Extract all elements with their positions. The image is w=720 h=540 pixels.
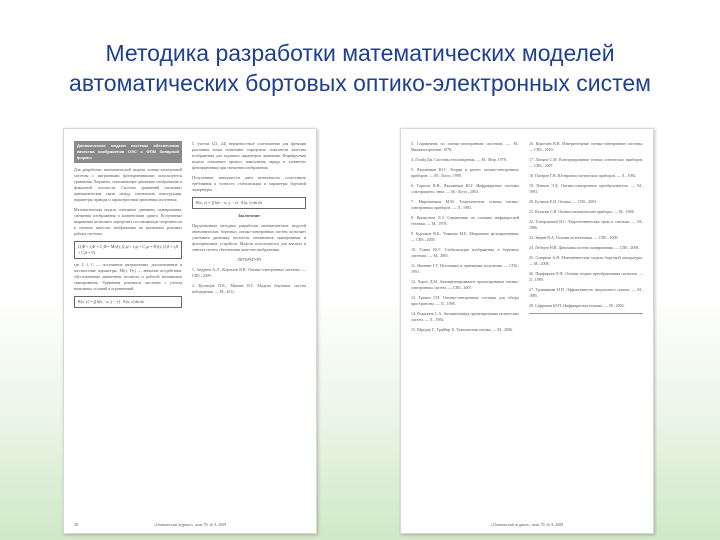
reference-item: 1. Андреев А.Л., Коротаев В.В. Оптико-электронные системы. — СПб., 2009.: [192, 267, 306, 278]
left-page-number: 28: [74, 522, 78, 527]
slide-title: [40, 38, 680, 98]
conclusion-text: Предложенная методика разработки математических моделей автоматических бортовых оптико-электронных систем позволяет учитывать динамику носителя, механизмов сканирования и фотоприемных устройств. Модели используются для анализа и синтеза систем обеспечения качества изображения.: [192, 223, 306, 252]
reference-item: 8. Криксунов Л.З. Справочник по основам инфракрасной техники. — М., 1978.: [411, 215, 519, 226]
reference-item: 10. Гужва Ю.Г. Стабилизация изображения в бортовых системах. — М., 2001.: [411, 247, 519, 258]
article-page-right: [400, 128, 654, 534]
conclusion-title: Заключение: [238, 213, 260, 218]
reference-item: 14. Родионов С.А. Автоматизация проектирования оптических систем. — Л., 1982.: [411, 311, 519, 322]
reference-item: 9. Бурлаков В.Б., Ушакова М.Б. Матричные фотоприемники. — СПб., 2005.: [411, 231, 519, 242]
reference-item: 18. Погарев Г.В. Юстировка оптических приборов. — Л., 1982.: [529, 173, 637, 178]
right-col1-references: [411, 141, 519, 333]
paragraph: Для разработки математической модели оптико-электронной системы с матричными фотоприемниками используются уравнения Лагранжа, описывающие движение изображения в фокальной плоскости. Система уравнений учитывает кинематические связи между элементами конструкции, параметры привода и характеристики приемника излучения.: [74, 167, 182, 202]
equation-block-3: R(x, y) = ∫∫ h(x − u, y − v) · E(u, v) du dv: [192, 197, 306, 209]
right-page-journal: «Оптический журнал», том 79, № 5, 2009: [490, 522, 564, 527]
left-page-journal: «Оптический журнал», том 79, № 5, 2009: [153, 522, 227, 527]
section-heading: Динамические модели системы обеспечения качества изображения ОЭС с ФПМ бинарной формы: [74, 141, 182, 163]
slide-title-line-1: Методика разработки математических моделей: [105, 40, 615, 66]
references-title: ЛИТЕРАТУРА: [236, 257, 262, 262]
reference-item: 24. Лебедев Н.В. Динамика систем сканирования. — СПб., 2008.: [529, 245, 640, 250]
reference-item: 15. Шредер Г., Трайбер Х. Техническая оптика. — М., 2006.: [411, 327, 513, 332]
reference-item: 4. Ллойд Дж. Системы тепловидения. — М.: Мир, 1978.: [411, 157, 507, 162]
left-col1-paragraphs: [74, 167, 182, 237]
left-page-column-2: [192, 141, 306, 511]
reference-item: 17. Латыев С.М. Конструирование точных оптических приборов. — СПб., 2007.: [529, 157, 643, 168]
left-col2-paragraphs: [192, 141, 306, 193]
right-col2-references: [529, 141, 643, 309]
reference-item: 20. Бутиков Е.И. Оптика. — СПб., 2003.: [529, 199, 598, 204]
equation-block-2: R(x, y) = ∫∫ h(x − u, y − v) · E(u, v) du dv: [74, 296, 182, 308]
reference-item: 25. Смирнов А.Я. Математические модели бортовой аппаратуры. — М., 2008.: [529, 255, 643, 266]
reference-item: 6. Тарасов В.В., Якушенков Ю.Г. Инфракрасные системы «смотрящего» типа. — М.: Логос, 2004.: [411, 183, 519, 194]
reference-item: 7. Мирошников М.М. Теоретические основы оптико-электронных приборов. — Л., 1983.: [411, 199, 519, 210]
reference-item: 23. Зверев В.А. Основы оптотехники. — СПб., 2009.: [529, 235, 619, 240]
left-references-list: [192, 267, 306, 295]
reference-item: 3. Справочник по оптико-электронным системам. — М.: Машиностроение, 1978.: [411, 141, 519, 152]
paragraph: Полученные зависимости дают возможность сопоставить требования к точности стабилизации и параметры бортовой аппаратуры.: [192, 175, 306, 192]
right-page-column-2: [529, 141, 643, 511]
reference-item: 13. Грязин Г.Н. Оптико-электронные системы для обзора пространства. — Л., 1988.: [411, 295, 519, 306]
paragraph: С учетом [23, 24] вероятностные соотношения для функции рассеяния точки позволяют определить показатели качества изображения для заданных параметров движения. Формируемая модель описывает процесс накопления заряда в элементах фотоприемника при смещении изображения.: [192, 141, 306, 170]
reference-item: 26. Порфирьев Л.Ф. Основы теории преобразования сигналов. — Л., 1989.: [529, 271, 643, 282]
article-page-left: [63, 128, 317, 534]
reference-item: 22. Гоноровский И.С. Радиотехнические цепи и сигналы. — М., 1986.: [529, 219, 643, 230]
reference-item: 28. Сафронов Ю.П. Инфракрасная техника. — М., 2002.: [529, 303, 625, 308]
references-end-rule: [529, 313, 643, 314]
reference-item: 27. Травникова Н.П. Эффективность визуального поиска. — М., 1985.: [529, 287, 643, 298]
paragraph: Математическая модель описывает динамику сканирования, смещения изображения и компенсации сдвига. Полученные выражения позволяют определить составляющие погрешности и оценить качество изображения на различных режимах работы системы.: [74, 207, 182, 236]
left-page-column-1: [74, 141, 182, 511]
reference-item: 2. Кузнецов П.К., Мишин В.Г. Модели бортовых систем наблюдения. — М., 2011.: [192, 283, 306, 294]
left-col1-after-text: где J, f, C — постоянные инерционные, диссипативные и жесткостные параметры; M(t), F(t) — внешние воздействия, обусловленные движением носителя и работой механизмов сканирования. Уравнения решаются численно с учетом начальных условий и ограничений.: [74, 262, 182, 291]
reference-item: 12. Хорол Д.М. Автоматизированное проектирование оптико-электронных систем. — СПб., 2007.: [411, 279, 519, 290]
right-page-column-1: [411, 141, 519, 511]
equation-block-1: (J₁Φ̈ + f₁Φ̇ + C₁Φ = M(t)); (J₂ψ̈ + f₂ψ̇ + C₂ψ = F(t)); (J₃θ̈ + f₃θ̇ + C₃θ = 0): [74, 241, 182, 259]
reference-item: 21. Кулагин С.В. Оптико-механические приборы. — М., 1984.: [529, 209, 635, 214]
reference-item: 5. Якушенков Ю.Г. Теория и расчет оптико-электронных приборов. — М.: Логос, 1999.: [411, 167, 519, 178]
reference-item: 16. Коротаев В.В. Измерительные оптико-электронные системы. — СПб., 2010.: [529, 141, 643, 152]
reference-item: 19. Панков Э.Д. Оптико-электронные преобразователи. — М., 1993.: [529, 183, 643, 194]
slide-title-line-2: автоматических бортовых оптико-электронных систем: [69, 70, 651, 96]
reference-item: 11. Ишанин Г.Г. Источники и приемники излучения. — СПб., 1991.: [411, 263, 519, 274]
